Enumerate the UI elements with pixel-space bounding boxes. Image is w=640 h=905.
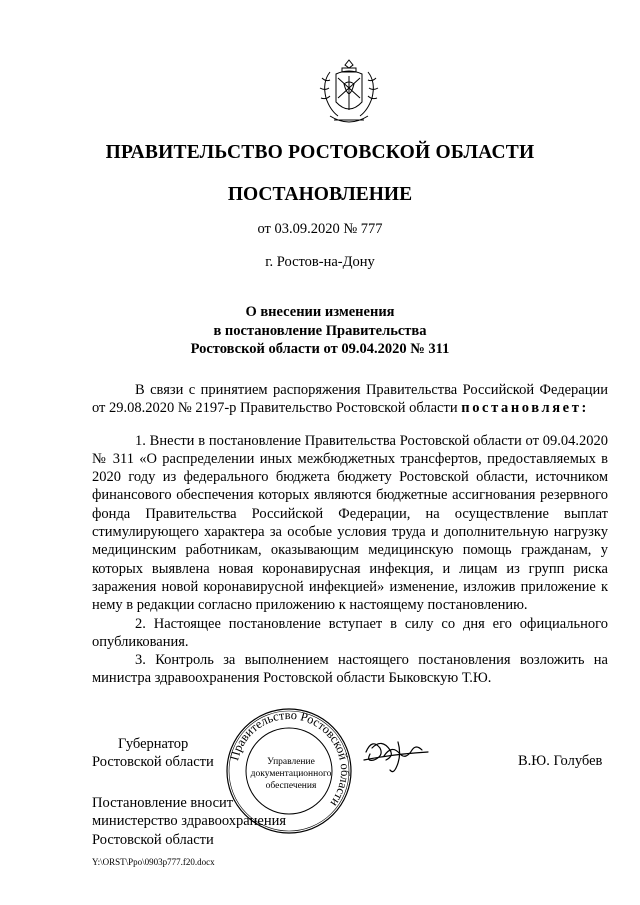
- position-line-2: Ростовской области: [92, 754, 214, 771]
- submitted-by: [92, 794, 286, 849]
- signatory-name: В.Ю. Голубев: [518, 753, 603, 769]
- stamp-inner-line-2: документационного: [250, 769, 332, 779]
- coat-of-arms-icon: [316, 58, 382, 128]
- item-3: 3. Контроль за выполнением настоящего постановления возложить на министра здравоохранения Ростовской области Быковскую Т.Ю.: [92, 652, 608, 687]
- organization-title: ПРАВИТЕЛЬСТВО РОСТОВСКОЙ ОБЛАСТИ: [105, 142, 535, 163]
- position-line-1: Губернатор: [118, 736, 189, 752]
- document-title: [0, 303, 640, 359]
- title-line: в постановление Правительства: [213, 322, 427, 339]
- item-1: 1. Внести в постановление Правительства Ростовской области от 09.04.2020 № 311 «О распределении иных межбюджетных трансфертов, предоставляемых в 2020 году из федерального бюджета бюджету Ростовской области, источником финансового обеспечения которых являются бюджетные ассигнования резервного фонда Правительства Российской Федерации, на осуществление выплат стимулирующего характера за особые условия труда и дополнительную нагрузку медицинским работникам, оказывающим медицинскую помощь гражданам, у которых выявлена новая коронавирусная инфекция, и лицам из групп риска заражения новой коронавирусной инфекцией» изменение, изложив приложение к нему в редакции согласно приложению к настоящему постановлению.: [92, 432, 608, 614]
- stamp-inner-line-1: Управление: [267, 757, 315, 767]
- submitted-line-3: Ростовской области: [92, 831, 214, 848]
- document-type: ПОСТАНОВЛЕНИЕ: [227, 184, 413, 205]
- item-2: 2. Настоящее постановление вступает в силу со дня его официального опубликования.: [92, 615, 608, 650]
- title-line: Ростовской области от 09.04.2020 № 311: [190, 341, 450, 357]
- file-path: Y:\ORST\Ppo\0903p777.f20.docx: [92, 857, 215, 867]
- stamp-outer-text: Правительство Ростовской области: [227, 707, 353, 810]
- handwritten-signature: [362, 730, 432, 775]
- submitted-line-1: Постановление вносит: [92, 795, 234, 811]
- signatory-position: [92, 735, 214, 772]
- city: г. Ростов-на-Дону: [265, 254, 375, 270]
- preamble-action: постановляет:: [461, 400, 589, 417]
- stamp-inner-line-3: обеспечения: [265, 781, 317, 791]
- title-line: О внесении изменения: [245, 304, 395, 320]
- document-body: [92, 381, 608, 688]
- date-number: от 03.09.2020 № 777: [257, 221, 383, 237]
- preamble: [92, 381, 608, 418]
- preamble-text: В связи с принятием распоряжения Правительства Российской Федерации от 29.08.2020 № 2197-р Правительство Ростовской области: [92, 382, 608, 417]
- submitted-line-2: министерство здравоохранения: [92, 813, 287, 830]
